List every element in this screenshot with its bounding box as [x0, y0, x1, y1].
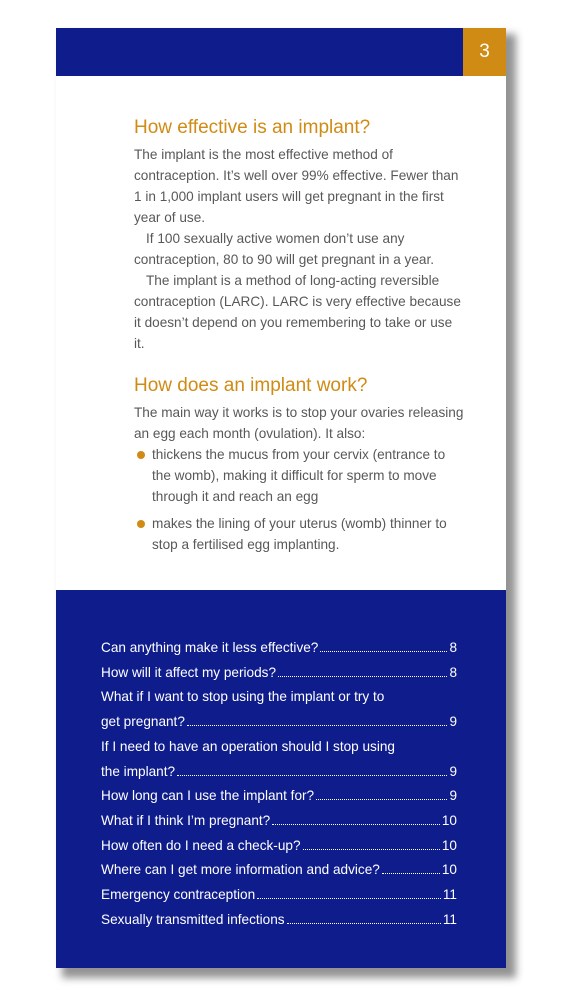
- dot-leader: [320, 651, 447, 652]
- dot-leader: [303, 849, 440, 850]
- dot-leader: [382, 873, 440, 874]
- toc-entry-first-line[interactable]: If I need to have an operation should I stop using: [101, 738, 395, 754]
- toc-page-number: 9: [449, 714, 457, 730]
- toc-entry-title: Sexually transmitted infections: [101, 911, 285, 927]
- table-of-contents: [101, 636, 457, 932]
- toc-page-number: 9: [449, 788, 457, 804]
- toc-entry[interactable]: [101, 661, 457, 686]
- bullet-item: [134, 513, 464, 555]
- dot-leader: [187, 725, 448, 726]
- toc-entry-title: get pregnant?: [101, 714, 185, 730]
- toc-entry-first-line[interactable]: What if I want to stop using the implant or try to: [101, 689, 385, 705]
- contents-panel: [56, 590, 506, 968]
- paragraph: The implant is the most effective method of contraception. It’s well over 99% effective. Fewer than 1 in 1,000 implant users will get pregnant in the first year of use.: [134, 147, 459, 225]
- toc-entry-title: Emergency contraception: [101, 887, 256, 903]
- page-number-badge: 3: [463, 28, 506, 76]
- dot-leader: [316, 799, 447, 800]
- leaflet-page: [56, 28, 506, 968]
- dot-leader: [272, 824, 440, 825]
- toc-entry[interactable]: [101, 809, 457, 834]
- toc-entry[interactable]: [101, 636, 457, 661]
- toc-page-number: 8: [449, 664, 457, 680]
- toc-page-number: 10: [441, 862, 457, 878]
- top-header-bar: [56, 28, 506, 76]
- toc-entry[interactable]: [101, 858, 457, 883]
- dot-leader: [278, 676, 447, 677]
- toc-page-number: 11: [442, 911, 457, 927]
- toc-entry-title: What if I think I’m pregnant?: [101, 812, 271, 828]
- section-heading-how-it-works: How does an implant work?: [134, 375, 368, 396]
- toc-entry-title: How will it affect my periods?: [101, 664, 277, 680]
- toc-entry[interactable]: [101, 710, 457, 735]
- dot-leader: [257, 898, 441, 899]
- toc-page-number: 8: [449, 640, 457, 655]
- toc-entry[interactable]: [101, 784, 457, 809]
- toc-entry[interactable]: [101, 760, 457, 785]
- bullet-text: makes the lining of your uterus (womb) thinner to stop a fertilised egg implanting.: [152, 516, 447, 552]
- toc-entry-title: Where can I get more information and advice?: [101, 862, 380, 878]
- toc-page-number: 10: [441, 837, 457, 853]
- bullet-text: thickens the mucus from your cervix (entrance to the womb), making it difficult for sperm to move through it and reach an egg: [152, 447, 446, 504]
- paragraph: The main way it works is to stop your ovaries releasing an egg each month (ovulation). It also:: [134, 405, 464, 441]
- toc-entry[interactable]: [101, 908, 457, 933]
- paragraph: The implant is a method of long-acting reversible contraception (LARC). LARC is very effective because it doesn’t depend on you remembering to take or use it.: [134, 273, 461, 351]
- toc-page-number: 10: [441, 812, 457, 828]
- toc-entry[interactable]: [101, 883, 457, 908]
- toc-page-number: 11: [442, 887, 457, 903]
- toc-entry-title: the implant?: [101, 763, 176, 779]
- section-heading-effectiveness: How effective is an implant?: [134, 117, 371, 138]
- toc-page-number: 9: [449, 763, 457, 779]
- toc-entry[interactable]: [101, 834, 457, 859]
- bullet-item: [134, 444, 464, 507]
- bullet-list: [134, 444, 464, 555]
- dot-leader: [177, 775, 447, 776]
- toc-entry-title: How often do I need a check-up?: [101, 837, 301, 853]
- main-content: [134, 116, 464, 561]
- bullet-dot-icon: [137, 520, 145, 528]
- toc-entry-title: Can anything make it less effective?: [101, 640, 319, 655]
- dot-leader: [287, 923, 441, 924]
- bullet-dot-icon: [137, 451, 145, 459]
- toc-entry-title: How long can I use the implant for?: [101, 788, 315, 804]
- paragraph: If 100 sexually active women don’t use any contraception, 80 to 90 will get pregnant in a year.: [134, 231, 435, 267]
